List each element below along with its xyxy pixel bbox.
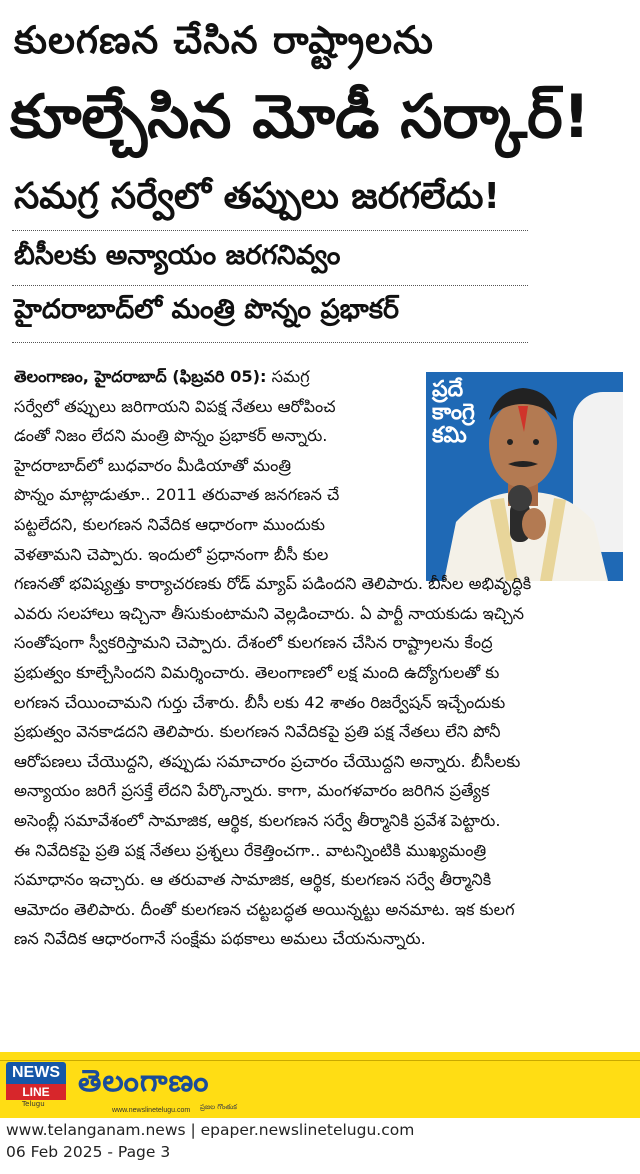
article-line: లగణన చేయించామని గుర్తు చేశారు. బీసీ లకు 42 శాతం రిజర్వేషన్ ఇచ్చేందుకు [14,692,506,712]
footer-links[interactable]: www.telanganam.news | epaper.newslinetelugu.com [6,1121,415,1139]
article-line: సర్వేలో తప్పులు జరిగాయని విపక్ష నేతలు ఆరోపించ [14,396,336,416]
photo-banner-line: ప్రదే [432,377,464,402]
headline-line-3: సమగ్ర సర్వేలో తప్పులు జరగలేదు! [14,176,500,217]
article-line: ణన నివేదిక ఆధారంగానే సంక్షేమ పథకాలు అమలు చేయనున్నారు. [14,929,426,949]
article-line: అసెంబ్లీ సమావేశంలో సామాజిక, ఆర్థిక, కులగణన సర్వే తీర్మానికి ప్రవేశ పెట్టారు. [14,810,501,830]
telanganam-logo: తెలంగాణం [78,1064,210,1099]
article-line: పొన్నం మాట్లాడుతూ.. 2011 తరువాత జనగణన చే [14,485,340,505]
article-line: పట్టలేదని, కులగణన నివేదిక ఆధారంగా ముందుకు [14,514,325,534]
article-text: సమగ్ర [271,367,310,386]
article-line: హైదరాబాద్‌లో బుధవారం మీడియాతో మంత్రి [14,455,292,475]
dateline: తెలంగాణం, హైదరాబాద్ (ఫిబ్రవరి 05): [14,367,267,386]
article-line: ఆరోపణలు చేయొద్దని, తప్పుడు సమాచారం ప్రచారం చేయొద్దని అన్నారు. బీసీలకు [14,751,521,771]
subhead-2: హైదరాబాద్‌లో మంత్రి పొన్నం ప్రభాకర్ [14,294,399,325]
divider [12,342,528,343]
article-line [14,362,418,392]
article-line: వెళతామని చెప్పారు. ఇందులో ప్రధానంగా బీసీ కుల [14,544,329,564]
headline-line-2: కూల్చేసిన మోడీ సర్కార్! [10,82,591,152]
article-line: ఆమోదం తెలిపారు. దీంతో కులగణన చట్టబద్ధత అయిన్నట్టు అనమాట. ఇక కులగ [14,899,515,919]
article-line: గణనతో భవిష్యత్తు కార్యాచరణకు రోడ్ మ్యాప్ పడిందని తెలిపారు. బీసీల అభివృద్ధికి [14,574,532,594]
article-line: సంతోషంగా స్వీకరిస్తామని చెప్పారు. దేశంలో కులగణన చేసిన రాష్ట్రాలను కేంద్ర [14,633,493,653]
article-line: సమాధానం ఇచ్చారు. ఆ తరువాత సామాజిక, ఆర్థిక, కులగణన సర్వే తీర్మానికి [14,870,492,890]
article-line: ఈ నివేదికపై ప్రతి పక్ష నేతలు ప్రశ్నలు రేకెత్తించగా.. వాటన్నింటికి ముఖ్యమంత్రి [14,840,487,860]
newsline-logo-bottom: LINE [6,1084,66,1100]
footer-rule [0,1060,640,1061]
article-line: ప్రభుత్వం కూల్చేసిందని విమర్శించారు. తెలంగాణలో లక్ష మంది ఉద్యోగులతో కు [14,662,500,682]
subhead-1: బీసీలకు అన్యాయం జరగనివ్వం [14,240,341,271]
logo-site-url: www.newslinetelugu.com [112,1107,191,1114]
logo-tagline: ప్రజల గొంతుక [200,1103,237,1111]
divider [12,230,528,231]
photo-banner-line: కాంగ్రె [432,400,475,426]
article-line: ఎవరు సలహాలు ఇచ్చినా తీసుకుంటామని వెల్లడించారు. ఏ పార్టీ నాయకుడు ఇచ్చిన [14,603,525,623]
article-line: డంతో నిజం లేదని మంత్రి పొన్నం ప్రభాకర్ అన్నారు. [14,426,328,446]
newsline-logo-top: NEWS [6,1062,66,1084]
headline-line-1: కులగణన చేసిన రాష్ట్రాలను [14,18,434,62]
footer-date-page: 06 Feb 2025 - Page 3 [6,1143,171,1161]
article-line: అన్యాయం జరిగే ప్రసక్తే లేదని పేర్కొన్నారు. కాగా, మంగళవారం జరిగిన ప్రత్యేక [14,781,490,801]
newsline-logo [6,1062,66,1106]
article-body [14,362,628,954]
divider [12,285,528,286]
photo-banner-line: కమి [432,423,467,449]
newsline-logo-tag: Telugu [22,1100,45,1108]
article-line: ప్రభుత్వం వెనకాడదని తెలిపారు. కులగణన నివేదికపై ప్రతి పక్ష నేతలు లేని పోనీ [14,722,501,742]
